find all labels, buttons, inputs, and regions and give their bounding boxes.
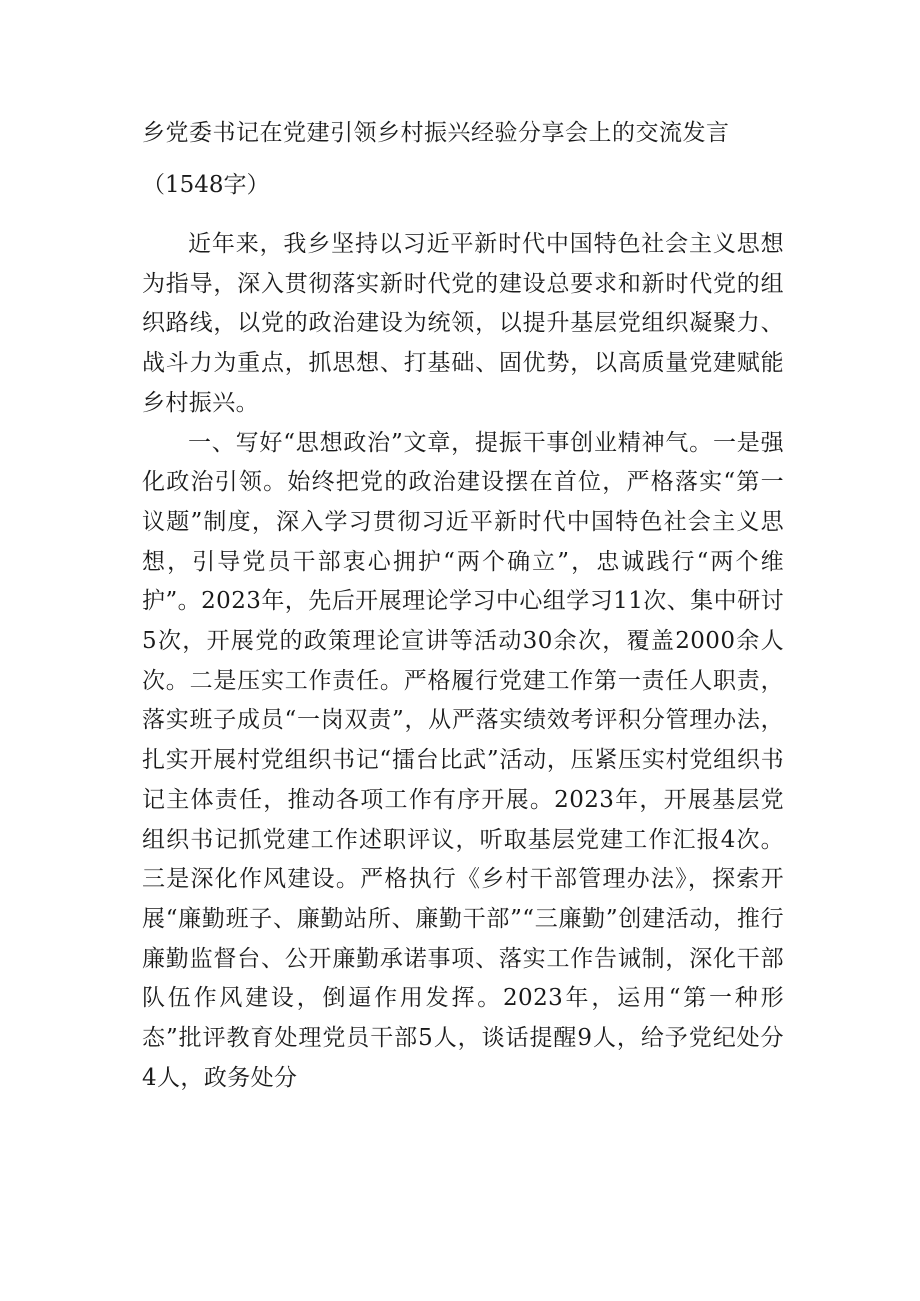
document-title: 乡党委书记在党建引领乡村振兴经验分享会上的交流发言 xyxy=(142,120,730,146)
paragraph-intro: 近年来，我乡坚持以习近平新时代中国特色社会主义思想为指导，深入贯彻落实新时代党的建设总要求和新时代党的组织路线，以党的政治建设为统领，以提升基层党组织凝聚力、战斗力为重点，抓思想、打基础、固优势，以高质量党建赋能乡村振兴。 xyxy=(142,231,784,416)
document-body xyxy=(142,225,784,1098)
paragraph-section-one: 一、写好“思想政治”文章，提振干事创业精神气。一是强化政治引领。始终把党的政治建设摆在首位，严格落实“第一议题”制度，深入学习贯彻习近平新时代中国特色社会主义思想，引导党员干部衷心拥护“两个确立”，忠诚践行“两个维护”。2023年，先后开展理论学习中心组学习11次、集中研讨5次，开展党的政策理论宣讲等活动30余次，覆盖2000余人次。二是压实工作责任。严格履行党建工作第一责任人职责，落实班子成员“一岗双责”，从严落实绩效考评积分管理办法，扎实开展村党组织书记“擂台比武”活动，压紧压实村党组织书记主体责任，推动各项工作有序开展。2023年，开展基层党组织书记抓党建工作述职评议，听取基层党建工作汇报4次。三是深化作风建设。严格执行《乡村干部管理办法》，探索开展“廉勤班子、廉勤站所、廉勤干部”“三廉勤”创建活动，推行廉勤监督台、公开廉勤承诺事项、落实工作告诫制，深化干部队伍作风建设，倒逼作用发挥。2023年，运用“第一种形态”批评教育处理党员干部5人，谈话提醒9人，给予党纪处分4人，政务处分 xyxy=(142,429,784,1091)
word-count: （1548字） xyxy=(142,172,270,198)
